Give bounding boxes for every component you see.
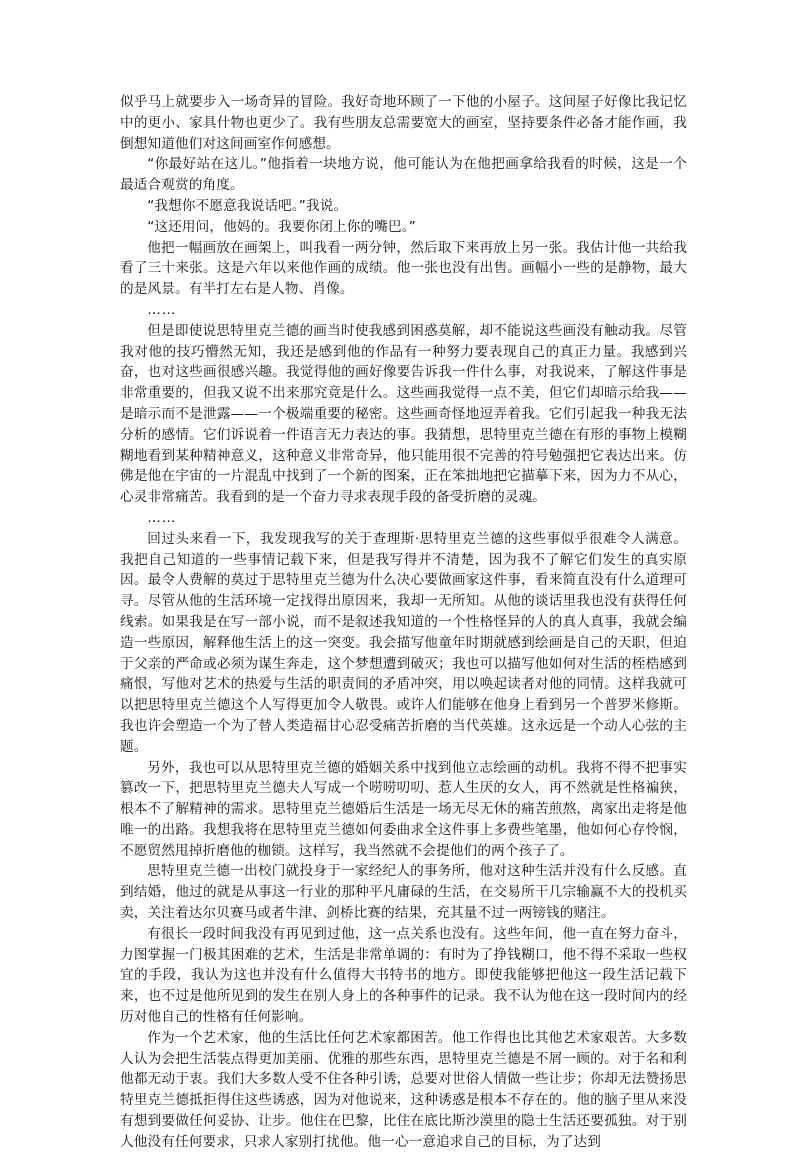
paragraph-7: 回过头来看一下，我发现我写的关于查理斯·思特里克兰德的这些事似乎很难令人满意。我把自己知道的一些事情记载下来，但是我写得并不清楚，因为我不了解它们发生的真实原因。最令人费解的莫过于思特里克兰德为什么决心要做画家这件事，看来简直没有什么道理可寻。尽管从他的生活环境一定找得出原因来，我却一无所知。从他的谈话里我也没有获得任何线索。如果我是在写一部小说，而不是叙述我知道的一个性格怪异的人的真人真事，我就会编造一些原因，解释他生活上的这一突变。我会描写他童年时期就感到绘画是自己的天职，但迫于父亲的严命或必须为谋生奔走，这个梦想遭到破灭；我也可以描写他如何对生活的桎梏感到痛恨，写他对艺术的热爱与生活的职责间的矛盾冲突，用以唤起读者对他的同情。这样我就可以把思特里克兰德这个人写得更加令人敬畏。或许人们能够在他身上看到另一个普罗米修斯。我也许会塑造一个为了替人类造福甘心忍受痛苦折磨的当代英雄。这永远是一个动人心弦的主题。 [120,530,687,755]
section-ellipsis-2: …… [147,509,177,526]
paragraph-2: “你最好站在这儿。”他指着一块地方说，他可能认为在他把画拿给我看的时候，这是一个最适合观赏的角度。 [120,156,687,194]
paragraph-11: 作为一个艺术家，他的生活比任何艺术家都困苦。他工作得也比其他艺术家艰苦。大多数人认为会把生活装点得更加美丽、优雅的那些东西，思特里克兰德是不屑一顾的。对于名和利他都无动于衷。我们大多数人受不住各种引诱，总要对世俗人情做一些让步；你却无法赞扬思特里克兰德抵拒得住这些诱惑，因为对他说来，这种诱惑是根本不存在的。他的脑子里从来没有想到要做任何妥协、让步。他住在巴黎，比住在底比斯沙漠里的隐士生活还要孤独。对于别人他没有任何要求，只求人家别打扰他。他一心一意追求自己的目标，为了达到 [120,1029,687,1150]
paragraph-9: 思特里克兰德一出校门就投身于一家经纪人的事务所，他对这种生活并没有什么反感。直到结婚，他过的就是从事这一行业的那种平凡庸碌的生活，在交易所干几宗输赢不大的投机买卖，关注着达尔贝赛马或者牛津、剑桥比赛的结果，充其量不过一两镑钱的赌注。 [120,863,687,922]
paragraph-4: “这还用问，他妈的。我要你闭上你的嘴巴。” [147,218,416,235]
section-ellipsis-1: …… [147,301,177,318]
document-page [120,92,687,1153]
paragraph-5: 他把一幅画放在画架上，叫我看一两分钟，然后取下来再放上另一张。我估计他一共给我看了三十来张。这是六年以来他作画的成绩。他一张也没有出售。画幅小一些的是静物，最大的是风景。有半打左右是人物、肖像。 [120,239,687,298]
paragraph-8: 另外，我也可以从思特里克兰德的婚姻关系中找到他立志绘画的动机。我将不得不把事实篡改一下，把思特里克兰德夫人写成一个唠唠叨叨、惹人生厌的女人，再不然就是性格褊狭，根本不了解精神的需求。思特里克兰德婚后生活是一场无尽无休的痛苦煎熬，离家出走将是他唯一的出路。我想我将在思特里克兰德如何委曲求全这件事上多费些笔墨，他如何心存怜悯，不愿贸然甩掉折磨他的枷锁。这样写，我当然就不会提他们的两个孩子了。 [120,759,687,859]
paragraph-3: “我想你不愿意我说话吧。”我说。 [147,197,348,214]
paragraph-10: 有很长一段时间我没有再见到过他，这一点关系也没有。这些年间，他一直在努力奋斗，力图掌握一门极其困难的艺术，生活是非常单调的：有时为了挣钱糊口，他不得不采取一些权宜的手段，我认为这也并没有什么值得大书特书的地方。即使我能够把他这一段生活记载下来，也不过是他所见到的发生在别人身上的各种事件的记录。我不认为他在这一段时间内的经历对他自己的性格有任何影响。 [120,925,687,1026]
paragraph-6: 但是即使说思特里克兰德的画当时使我感到困惑莫解，却不能说这些画没有触动我。尽管我对他的技巧懵然无知，我还是感到他的作品有一种努力要表现自己的真正力量。我感到兴奋，也对这些画很感兴趣。我觉得他的画好像要告诉我一件什么事，对我说来，了解这件事是非常重要的，但我又说不出来那究竟是什么。这些画我觉得一点不美，但它们却暗示给我——是暗示而不是泄露——一个极端重要的秘密。这些画奇怪地逗弄着我。它们引起我一种我无法分析的感情。它们诉说着一件语言无力表达的事。我猜想，思特里克兰德在有形的事物上模糊糊地看到某种精神意义，这种意义非常奇异，他只能用很不完善的符号勉强把它表达出来。仿佛是他在宇宙的一片混乱中找到了一个新的图案，正在笨拙地把它描摹下来，因为力不从心，心灵非常痛苦。我看到的是一个奋力寻求表现手段的备受折磨的灵魂。 [120,322,687,506]
paragraph-1: 似乎马上就要步入一场奇异的冒险。我好奇地环顾了一下他的小屋子。这间屋子好像比我记忆中的更小、家具什物也更少了。我有些朋友总需要宽大的画室，坚持要条件必备才能作画，我倒想知道他们对这间画室作何感想。 [120,94,687,152]
